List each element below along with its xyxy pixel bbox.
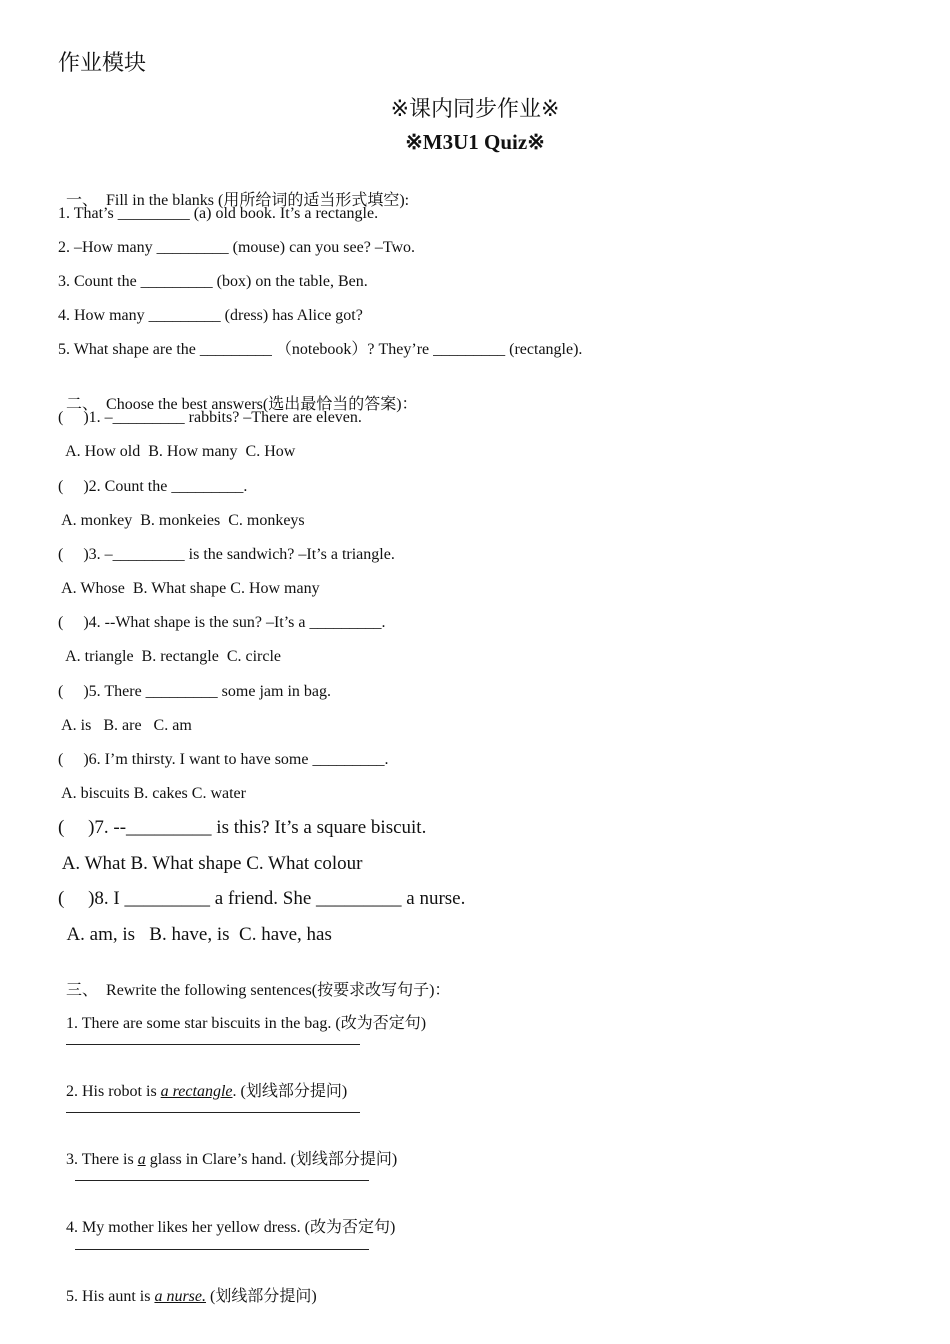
fill-item-2: 2. –How many _________ (mouse) can you see? –Two. [58, 239, 416, 256]
answer-line-3[interactable] [75, 1180, 369, 1181]
question-4: ( )4. --What shape is the sun? –It’s a _________. [58, 614, 386, 631]
fill-item-4: 4. How many _________ (dress) has Alice got? [58, 307, 363, 324]
rewrite-item-3: 3. There is a glass in Clare’s hand. (划线部分提问) [66, 1151, 398, 1168]
question-2: ( )2. Count the _________. [58, 478, 248, 495]
question-8: ( )8. I _________ a friend. She _________ a nurse. [58, 888, 466, 909]
fill-item-5: 5. What shape are the _________ （notebook）? They’re _________ (rectangle). [58, 341, 583, 358]
options-4: A. triangle B. rectangle C. circle [58, 648, 282, 665]
question-5: ( )5. There _________ some jam in bag. [58, 683, 331, 700]
section3-heading-text: Rewrite the following sentences(按要求改写句子)： [106, 982, 451, 999]
question-6: ( )6. I’m thirsty. I want to have some _________. [58, 751, 389, 768]
options-6: A. biscuits B. cakes C. water [58, 785, 246, 802]
answer-line-4[interactable] [75, 1249, 369, 1250]
underlined-part: a rectangle [160, 1083, 233, 1100]
section1-heading-text: Fill in the blanks (用所给词的适当形式填空): [106, 192, 410, 209]
answer-line-1[interactable] [66, 1044, 360, 1045]
answer-line-2[interactable] [66, 1112, 360, 1113]
fill-item-1: 1. That’s _________ (a) old book. It’s a rectangle. [58, 205, 379, 222]
underlined-part: a [137, 1151, 146, 1168]
rewrite-item-4: 4. My mother likes her yellow dress. (改为否定句) [66, 1219, 396, 1236]
question-1: ( )1. –_________ rabbits? –There are eleven. [58, 409, 362, 426]
options-5: A. is B. are C. am [58, 717, 192, 734]
title-line-1: ※课内同步作业※ [390, 97, 560, 122]
rewrite-item-5: 5. His aunt is a nurse. (划线部分提问) [66, 1288, 317, 1305]
section1-heading-num: 一、 [66, 190, 99, 209]
options-2: A. monkey B. monkeies C. monkeys [58, 512, 305, 529]
underlined-part: a nurse. [154, 1288, 207, 1305]
title-line-2: ※M3U1 Quiz※ [405, 130, 545, 154]
question-3: ( )3. –_________ is the sandwich? –It’s a triangle. [58, 546, 395, 563]
section3-heading-num: 三、 [66, 980, 99, 999]
section2-heading-text: Choose the best answers(选出最恰当的答案)： [106, 396, 418, 413]
rewrite-item-2: 2. His robot is a rectangle. (划线部分提问) [66, 1083, 348, 1100]
module-title: 作业模块 [58, 51, 147, 76]
options-1: A. How old B. How many C. How [58, 443, 296, 460]
section2-heading-num: 二、 [66, 394, 99, 413]
rewrite-item-1: 1. There are some star biscuits in the bag. (改为否定句) [66, 1015, 427, 1032]
options-8: A. am, is B. have, is C. have, has [58, 924, 332, 945]
options-7: A. What B. What shape C. What colour [58, 853, 363, 874]
question-7: ( )7. --_________ is this? It’s a square biscuit. [58, 817, 427, 838]
options-3: A. Whose B. What shape C. How many [58, 580, 320, 597]
fill-item-3: 3. Count the _________ (box) on the table, Ben. [58, 273, 368, 290]
